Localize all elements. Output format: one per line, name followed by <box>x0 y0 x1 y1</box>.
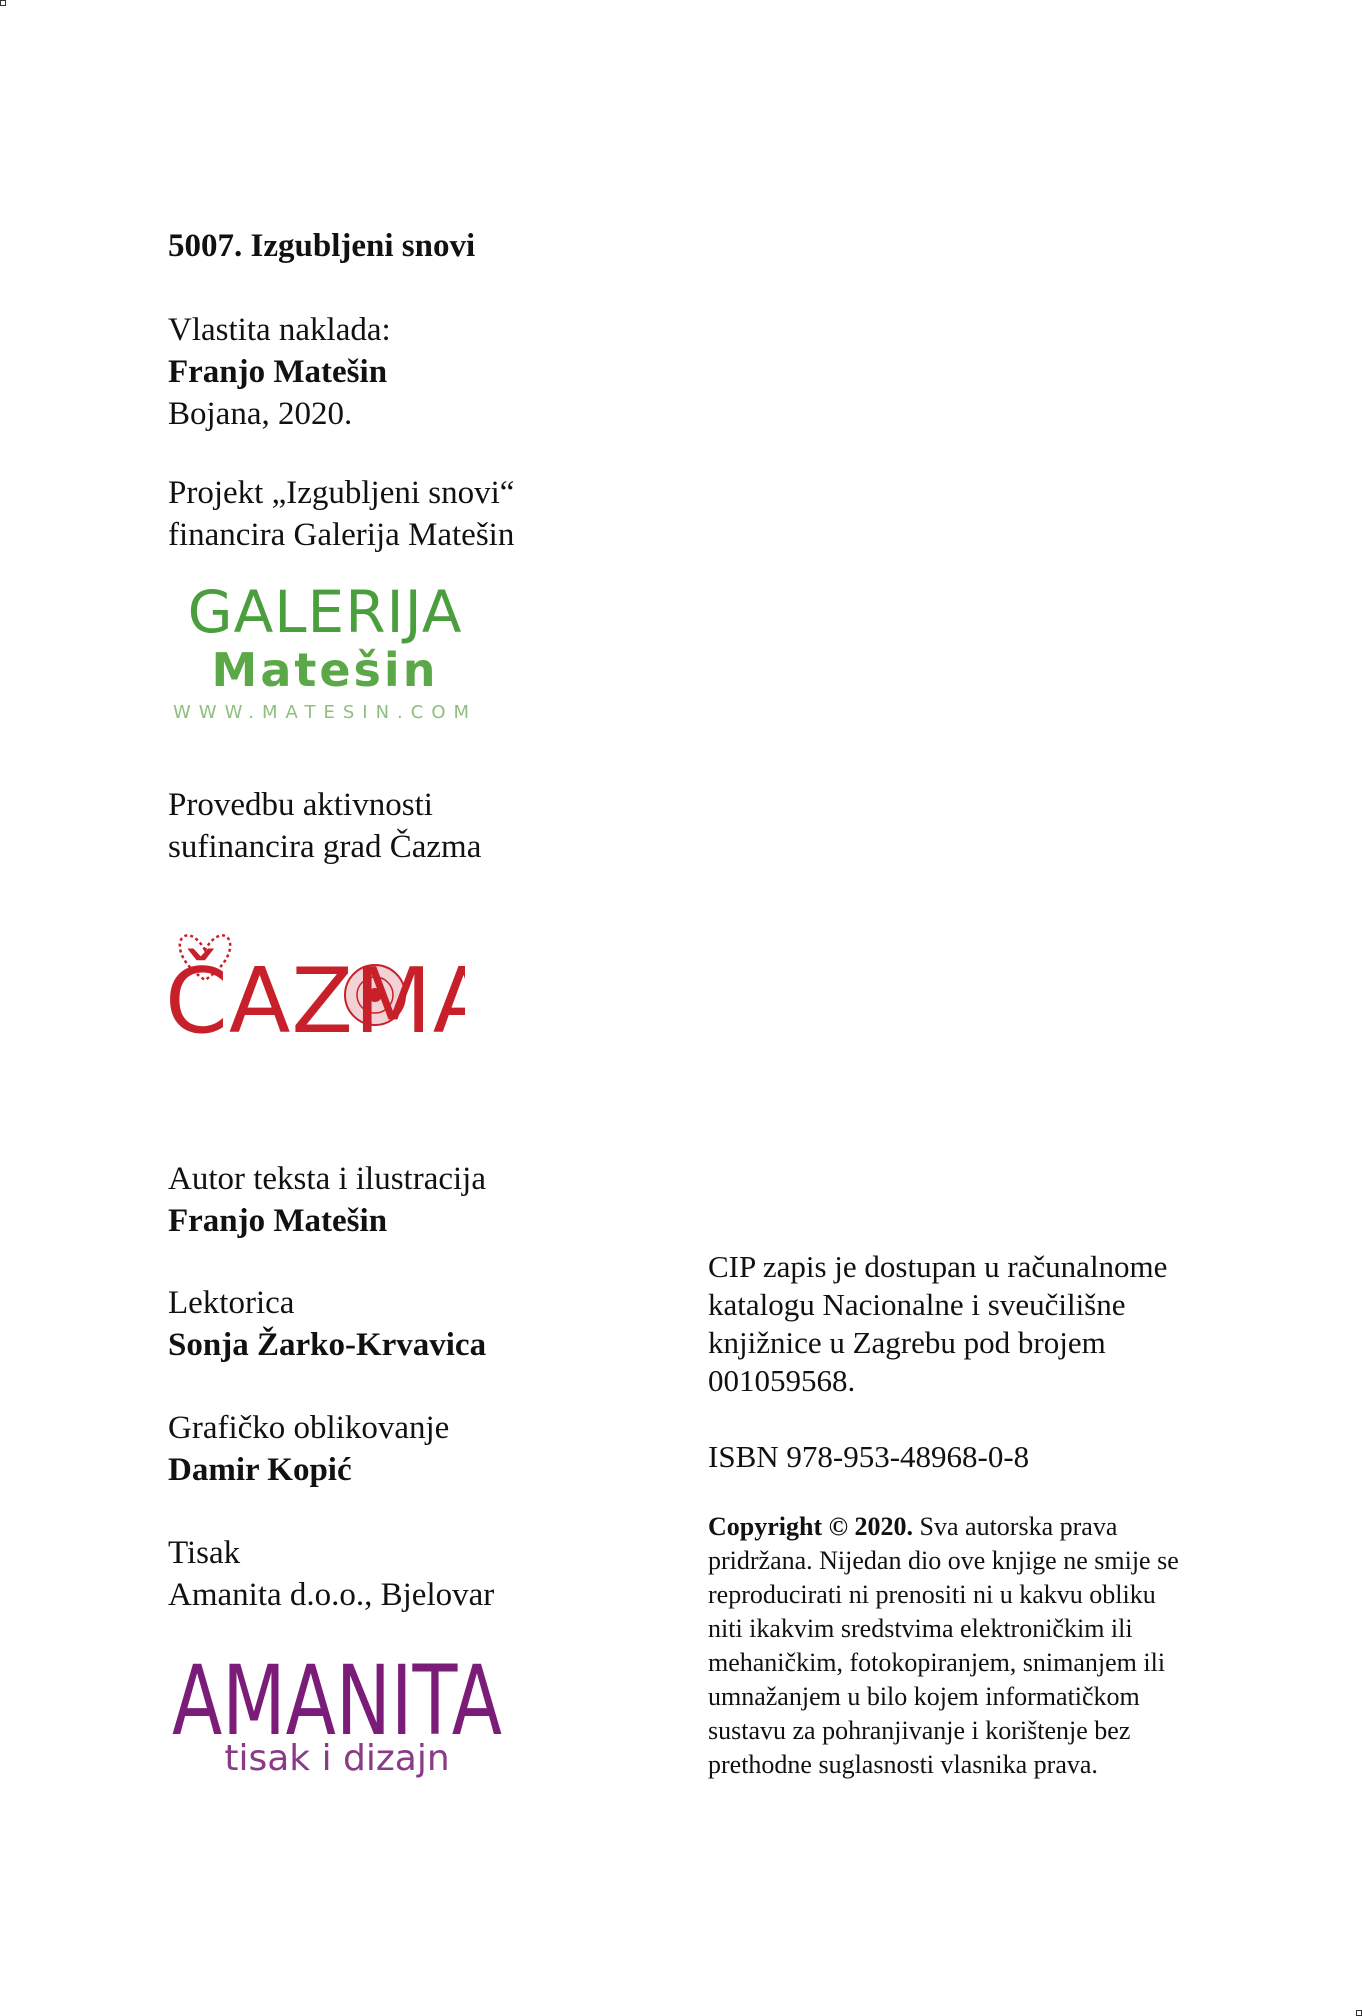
cazma-logo <box>165 895 465 1045</box>
publisher-name: Franjo Matešin <box>168 354 388 390</box>
amanita-logo-name: AMANITA <box>172 1650 502 1757</box>
cip-block <box>708 1248 1167 1400</box>
galerija-matesin-logo <box>165 578 485 735</box>
cip-line-1: CIP zapis je dostupan u računalnome <box>708 1249 1168 1284</box>
crop-mark-top-left <box>0 0 6 6</box>
galerija-logo-line-2: Matešin <box>211 643 439 697</box>
amanita-logo-tagline: tisak i dizajn <box>224 1738 450 1779</box>
publisher-place-year: Bojana, 2020. <box>168 396 353 432</box>
copyright-first-rest: Sva autorska prava <box>913 1512 1118 1541</box>
credits-block <box>168 1158 494 1616</box>
book-title: 5007. Izgubljeni snovi <box>168 228 476 264</box>
cip-line-4: 001059568. <box>708 1363 856 1398</box>
cip-line-3: knjižnice u Zagrebu pod brojem <box>708 1325 1106 1360</box>
copyright-line: prethodne suglasnosti vlasnika prava. <box>708 1750 1098 1779</box>
copyright-line: sustavu za pohranjivanje i korištenje bez <box>708 1716 1131 1745</box>
cazma-logo-text: ČAZMA <box>165 949 465 1040</box>
amanita-logo <box>165 1650 510 1785</box>
project-line-1: Projekt „Izgubljeni snovi“ <box>168 475 515 511</box>
print-name: Amanita d.o.o., Bjelovar <box>168 1577 495 1613</box>
publisher-label: Vlastita naklada: <box>168 312 391 348</box>
copyright-line: niti ikakvim sredstvima elektroničkim ili <box>708 1614 1133 1643</box>
isbn: ISBN 978-953-48968-0-8 <box>708 1439 1030 1474</box>
design-label: Grafičko oblikovanje <box>168 1410 450 1446</box>
cazma-logo-graphic <box>165 895 465 1040</box>
publisher-block <box>168 309 391 435</box>
print-label: Tisak <box>168 1535 241 1571</box>
author-label: Autor teksta i ilustracija <box>168 1161 486 1197</box>
project-block <box>168 472 514 556</box>
editor-label: Lektorica <box>168 1285 295 1321</box>
galerija-logo-line-3: WWW.MATESIN.COM <box>172 702 478 723</box>
galerija-logo-line-1: GALERIJA <box>187 578 463 646</box>
copyright-block <box>708 1510 1179 1782</box>
cip-line-2: katalogu Nacionalne i sveučilišne <box>708 1287 1126 1322</box>
cofunding-line-2: sufinancira grad Čazma <box>168 829 482 865</box>
design-name: Damir Kopić <box>168 1452 352 1488</box>
copyright-line: pridržana. Nijedan dio ove knjige ne smije se <box>708 1546 1179 1575</box>
copyright-line: reproducirati ni prenositi ni u kakvu obliku <box>708 1580 1156 1609</box>
copyright-line-1 <box>708 1510 1179 1544</box>
copyright-line: mehaničkim, fotokopiranjem, snimanjem ili <box>708 1648 1166 1677</box>
cofunding-block <box>168 784 481 868</box>
crop-mark-bottom-right <box>1356 2010 1362 2016</box>
project-line-2: financira Galerija Matešin <box>168 517 515 553</box>
author-name: Franjo Matešin <box>168 1203 388 1239</box>
editor-name: Sonja Žarko-Krvavica <box>168 1327 487 1363</box>
amanita-logo-graphic <box>165 1650 510 1780</box>
cofunding-line-1: Provedbu aktivnosti <box>168 787 433 823</box>
copyright-line: umnažanjem u bilo kojem informatičkom <box>708 1682 1140 1711</box>
copyright-heading: Copyright © 2020. <box>708 1512 914 1541</box>
